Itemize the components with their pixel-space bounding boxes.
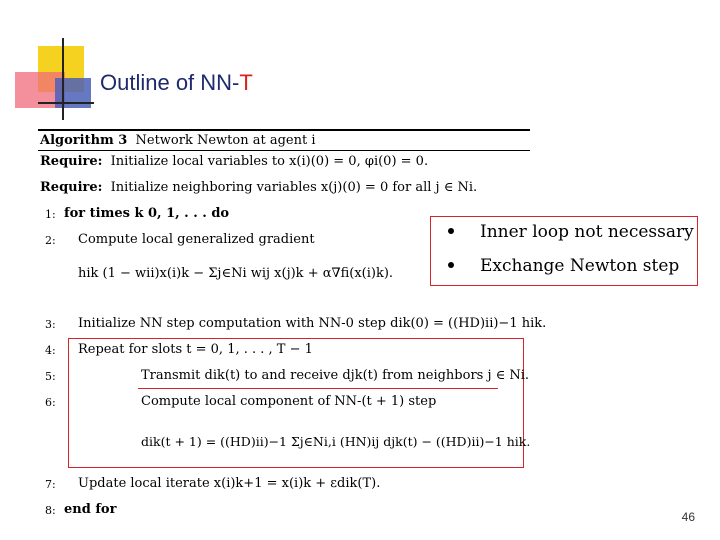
bullet-icon: [448, 228, 454, 234]
decor-vertical-line: [62, 38, 64, 120]
algo-require-2-text: Initialize neighboring variables x(j)(0) = 0 for all j ∈ Ni.: [110, 180, 478, 195]
algo-require-2-label: Require:: [40, 180, 103, 195]
algo-line-2-formula: hik (1 − wii)x(i)k − Σj∈Ni wij x(j)k + α∇fi(x(i)k).: [78, 266, 394, 281]
callout-item: [448, 222, 694, 242]
algo-require-1-text: Initialize local variables to x(i)(0) = 0, φi(0) = 0.: [110, 154, 429, 169]
algo-header: [40, 133, 315, 148]
algo-require-2: [40, 180, 477, 195]
algo-line-1: for times k 0, 1, . . . do: [64, 206, 230, 221]
callout-item-text: Inner loop not necessary: [480, 222, 694, 242]
line-number: 8:: [45, 504, 56, 517]
algo-line-5: Transmit dik(t) to and receive djk(t) from neighbors j ∈ Ni.: [141, 368, 530, 383]
callout-item: [448, 256, 679, 276]
line-number: 4:: [45, 344, 56, 357]
algo-require-1: [40, 154, 428, 169]
line-number: 3:: [45, 318, 56, 331]
algo-header-text: Network Newton at agent i: [135, 133, 316, 148]
slide-title-accent: T: [239, 70, 253, 95]
line-number: 6:: [45, 396, 56, 409]
algo-line-8: end for: [64, 502, 117, 517]
decor-horizontal-line: [38, 102, 94, 104]
slide-title: [100, 70, 253, 96]
line-number: 5:: [45, 370, 56, 383]
algo-line-4: Repeat for slots t = 0, 1, . . . , T − 1: [78, 342, 313, 357]
algo-header-rule: [38, 150, 530, 151]
algo-line-7: Update local iterate x(i)k+1 = x(i)k + εdik(T).: [78, 476, 381, 491]
transmit-underline: [138, 388, 498, 389]
algo-line-2: Compute local generalized gradient: [78, 232, 315, 247]
algo-line-6-formula: dik(t + 1) = ((HD)ii)−1 Σj∈Ni,i (HN)ij djk(t) − ((HD)ii)−1 hik.: [141, 434, 531, 449]
line-number: 7:: [45, 478, 56, 491]
bullet-icon: [448, 262, 454, 268]
slide-title-main: Outline of NN-: [100, 70, 240, 95]
line-number: 2:: [45, 234, 56, 247]
callout-item-text: Exchange Newton step: [480, 256, 680, 276]
algo-top-rule: [38, 129, 530, 131]
line-number: 1:: [45, 208, 56, 221]
algo-header-label: Algorithm 3: [40, 133, 128, 148]
algo-line-3: Initialize NN step computation with NN-0 step dik(0) = ((HD)ii)−1 hik.: [78, 316, 547, 331]
algo-line-6: Compute local component of NN-(t + 1) step: [141, 394, 437, 409]
page-number: 46: [681, 510, 695, 524]
algo-require-1-label: Require:: [40, 154, 103, 169]
